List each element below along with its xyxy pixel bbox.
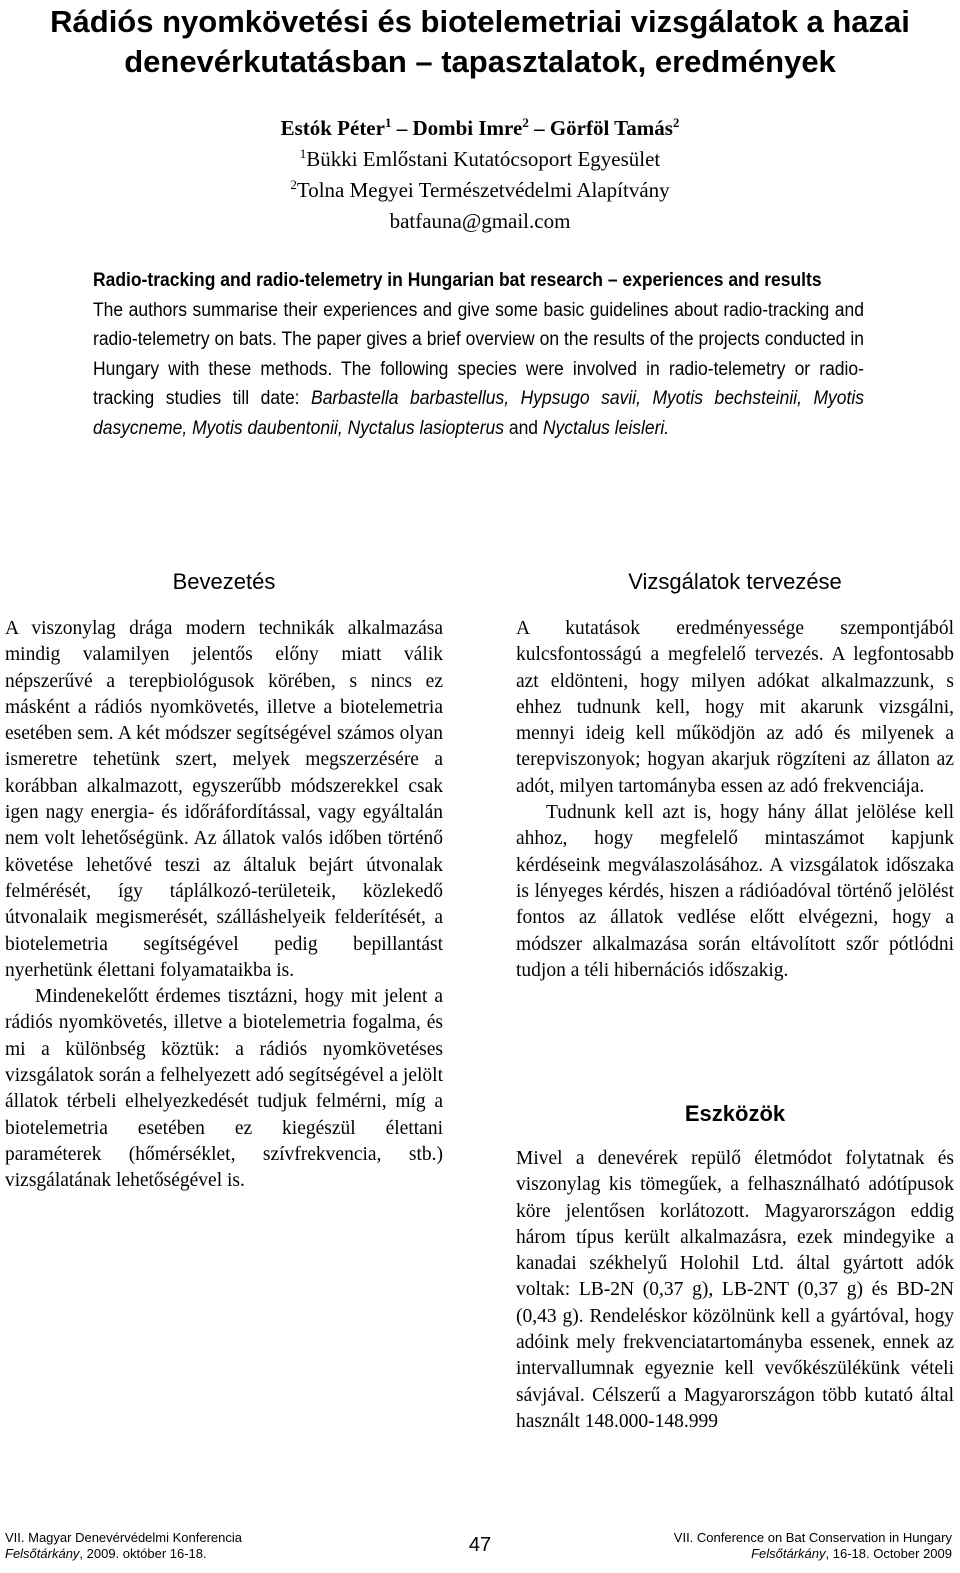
section-heading-tervezes: Vizsgálatok tervezése	[628, 569, 842, 594]
section-eszkozok	[516, 1146, 954, 1435]
english-abstract	[93, 266, 864, 443]
species-list: Barbastella barbastellus, Hypsugo savii, Myotis bechsteinii, Myotis dasycneme, Myotis daubentonii, Nyctalus lasiopterus	[93, 388, 864, 439]
author-separator: –	[528, 116, 550, 140]
abstract-text: The authors summarise their experiences and give some basic guidelines about radio-tracking and radio-telemetry on bats. The paper gives a brief overview on the results of the projects conducted in Hungary with these methods. The following species were involved in radio-telemetry or radio-tracking studies till date: Barbastella barbastellus, Hypsugo savii, Myotis bechsteinii, Myotis dasycneme, Myotis daubentonii, Nyctalus lasiopterus and Nyctalus leisleri.	[93, 299, 864, 439]
author-name: Dombi Imre	[412, 116, 523, 140]
affiliation-2: $^2$Tolna Megyei Természetvédelmi Alapítvány	[290, 177, 670, 202]
footer-left: VII. Magyar Denevérvédelmi Konferencia Felsőtárkány, 2009. október 16-18.	[5, 1530, 243, 1561]
author-names	[0, 113, 960, 144]
paragraph: Mindenekelőtt érdemes tisztázni, hogy mit jelent a rádiós nyomkövetés, illetve a biotelemetria fogalma, és mi a különbség köztük: a rádiós nyomkövetéses vizsgálatok során a felhelyezett adó segítségével a jelölt állatok térbeli elhelyezkedését tudjuk felmérni, míg a biotelemetria esetében ez kiegészül élettani paraméterek (hőmérséklet, szívfrekvencia, stb.) vizsgálatának lehetőségével is.	[5, 986, 443, 1192]
paragraph: A viszonylag drága modern technikák alkalmazása mindig valamilyen jelentős előny miatt válik népszerűvé a terepbiológusok körében, s nincs ez másként a rádiós nyomkövetés, illetve a biotelemetria esetében sem. A két módszer segítségével számos olyan ismeretre tehetünk szert, melyek megszerzésére a korábban alkalmazott, egyszerűbb módszerekkel csak igen nagy energia- és időráfordítással, vagy egyáltalán nem volt lehetőségünk. Az állatok valós időben történő követése lehetővé teszi az általuk bejárt útvonalak felmérését, így táplálkozó-területeik, közlekedő útvonalaik megismerését, szálláshelyeik felderítését, a biotelemetria segítségével pedig bepillantást nyerhetünk élettani folyamataikba is.	[5, 618, 443, 981]
author-affiliation-mark: 2	[672, 115, 680, 130]
author-block	[0, 113, 960, 237]
author-name: Estók Péter	[280, 116, 385, 140]
paragraph: Mivel a denevérek repülő életmódot folytatnak és viszonylag kis tömegűek, a felhasználható adótípusok köre jelentősen korlátozott. Magyarországon eddig három típus került alkalmazásra, ezek mindegyike a kanadai székhelyű Holohil Ltd. által gyártott adók voltak: LB-2N (0,37 g), LB-2NT (0,37 g) és BD-2N (0,43 g). Rendeléskor közölnünk kell a gyártóval, hogy adóink mely frekvenciatartományba essenek, ennek az intervallumnak egyeznie kell vevőkészülékünk vételi sávjával. Célszerű a Magyarországon több kutató által használt 148.000-148.999	[516, 1148, 954, 1432]
author-affiliation-mark: 2	[522, 115, 529, 130]
affiliation-1: $^1$Bükki Emlőstani Kutatócsoport Egyesület	[299, 146, 661, 171]
paragraph: Tudnunk kell azt is, hogy hány állat jelölése kell ahhoz, hogy megfelelő mintaszámot kapjunk kérdéseink megválaszolásához. A vizsgálatok időszaka is lényeges kérdés, hiszen a rádióadóval történő jelölést fontos az állatok vedlése előtt elvégezni, hogy a módszer alkalmazása során eltávolított szőr pótlódni tudjon a téli hibernációs időszakig.	[516, 802, 954, 981]
section-heading-eszkozok: Eszközök	[684, 1101, 786, 1126]
abstract-title: Radio-tracking and radio-telemetry in Hungarian bat research – experiences and results	[93, 270, 822, 291]
paragraph: A kutatások eredményessége szempontjából kulcsfontosságú a megfelelő tervezés. A legfontosabb azt eldönteni, hogy milyen adókat alkalmazzunk, s ehhez tudnunk kell, hogy mit akarunk vizsgálni, mennyi ideig kell működjön az adó és milyenek a terepviszonyok; hogyan akarjuk rögzíteni az állaton az adót, milyen tartományba essen az adó frekvenciája.	[516, 618, 954, 797]
footer-right: VII. Conference on Bat Conservation in Hungary Felsőtárkány, 16-18. October 2009	[673, 1530, 952, 1561]
author-name: Görföl Tamás	[549, 116, 673, 140]
author-affiliation-mark: 1	[384, 115, 392, 130]
section-tervezes	[516, 616, 954, 984]
author-separator: –	[391, 116, 413, 140]
contact-email: batfauna@gmail.com	[389, 209, 571, 233]
paper-title: Rádiós nyomkövetési és biotelemetriai vizsgálatok a hazai denevérkutatásban – tapasztalatok, eredmények	[50, 4, 910, 79]
section-heading-bevezetes: Bevezetés	[172, 569, 276, 594]
section-bevezetes	[5, 616, 443, 1195]
species-list-end: Nyctalus leisleri.	[542, 417, 670, 439]
page-number: 47	[468, 1534, 492, 1556]
